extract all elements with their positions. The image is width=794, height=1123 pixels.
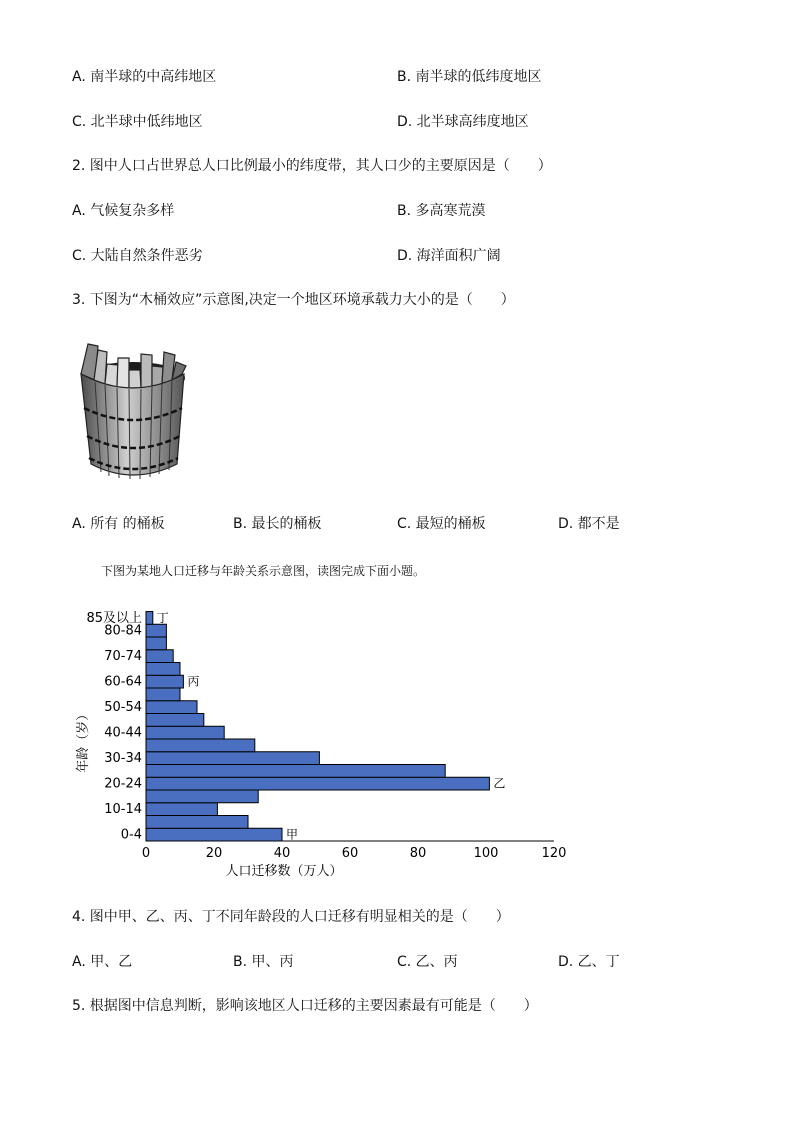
- bar-35-39: [146, 739, 255, 752]
- y-tick-label: 70-74: [104, 649, 142, 665]
- x-tick-label: 60: [341, 846, 359, 861]
- migration-age-bar-chart: [70, 600, 590, 890]
- q4-option-a: A. 甲、乙: [72, 954, 133, 970]
- q2-option-b: B. 多高寒荒漠: [397, 203, 486, 219]
- bar-15-19: [146, 790, 258, 803]
- q3-option-b: B. 最长的桶板: [233, 516, 322, 532]
- q2-stem: 2. 图中人口占世界总人口比例最小的纬度带，其人口少的主要原因是（ ）: [72, 158, 552, 174]
- q2-option-a: A. 气候复杂多样: [72, 203, 175, 219]
- q3-option-c: C. 最短的桶板: [397, 516, 486, 532]
- y-tick-label: 20-24: [104, 776, 142, 792]
- x-tick-label: 40: [273, 846, 291, 861]
- bar-55-59: [146, 688, 180, 701]
- bar-70-74: [146, 650, 173, 663]
- y-axis-label: 年龄（岁）: [76, 707, 91, 773]
- bar-0-4: [146, 828, 282, 841]
- bar-85及以上: [146, 612, 153, 625]
- annotation-label: 丁: [156, 610, 169, 625]
- x-tick-label: 120: [541, 846, 567, 861]
- q1-option-c: C. 北半球中低纬地区: [72, 114, 203, 130]
- bar-65-69: [146, 663, 180, 676]
- annotation-label: 甲: [286, 827, 299, 842]
- x-tick-label: 100: [473, 846, 499, 861]
- y-tick-label: 30-34: [104, 751, 142, 767]
- q4-option-b: B. 甲、丙: [233, 954, 294, 970]
- bar-40-44: [146, 726, 224, 739]
- q5-stem: 5. 根据图中信息判断，影响该地区人口迁移的主要因素最有可能是（ ）: [72, 998, 538, 1014]
- bar-45-49: [146, 714, 204, 727]
- bar-30-34: [146, 752, 319, 765]
- q4-option-c: C. 乙、丙: [397, 954, 458, 970]
- y-tick-label: 0-4: [120, 827, 142, 843]
- bar-20-24: [146, 777, 489, 790]
- figure-intro: 下图为某地人口迁移与年龄关系示意图，读图完成下面小题。: [101, 564, 426, 578]
- q4-option-d: D. 乙、丁: [558, 954, 620, 970]
- bar-75-79: [146, 637, 166, 650]
- wooden-barrel-illustration: [74, 340, 192, 482]
- bar-25-29: [146, 765, 445, 778]
- bar-80-84: [146, 624, 166, 637]
- q3-option-d: D. 都不是: [558, 516, 620, 532]
- x-axis-label: 人口迁移数（万人）: [225, 864, 343, 879]
- q1-option-a: A. 南半球的中高纬地区: [72, 69, 217, 85]
- y-tick-label: 60-64: [104, 674, 142, 690]
- y-tick-label: 80-84: [104, 623, 142, 639]
- annotation-label: 乙: [493, 776, 506, 791]
- x-tick-label: 20: [205, 846, 223, 861]
- q1-option-d: D. 北半球高纬度地区: [397, 114, 529, 130]
- y-tick-label: 85及以上: [86, 610, 142, 626]
- x-tick-label: 0: [141, 846, 151, 861]
- bar-60-64: [146, 675, 183, 688]
- bar-50-54: [146, 701, 197, 714]
- bar-5-9: [146, 816, 248, 829]
- y-tick-label: 40-44: [104, 725, 142, 741]
- q3-stem: 3. 下图为“木桶效应”示意图,决定一个地区环境承载力大小的是（ ）: [72, 292, 515, 308]
- q2-option-d: D. 海洋面积广阔: [397, 248, 501, 264]
- q4-stem: 4. 图中甲、乙、丙、丁不同年龄段的人口迁移有明显相关的是（ ）: [72, 909, 510, 925]
- annotation-label: 丙: [187, 674, 200, 689]
- y-tick-label: 50-54: [104, 700, 142, 716]
- bar-10-14: [146, 803, 217, 816]
- q3-option-a: A. 所有 的桶板: [72, 516, 165, 532]
- q1-option-b: B. 南半球的低纬度地区: [397, 69, 542, 85]
- x-tick-label: 80: [409, 846, 427, 861]
- y-tick-label: 10-14: [104, 802, 142, 818]
- q2-option-c: C. 大陆自然条件恶劣: [72, 248, 203, 264]
